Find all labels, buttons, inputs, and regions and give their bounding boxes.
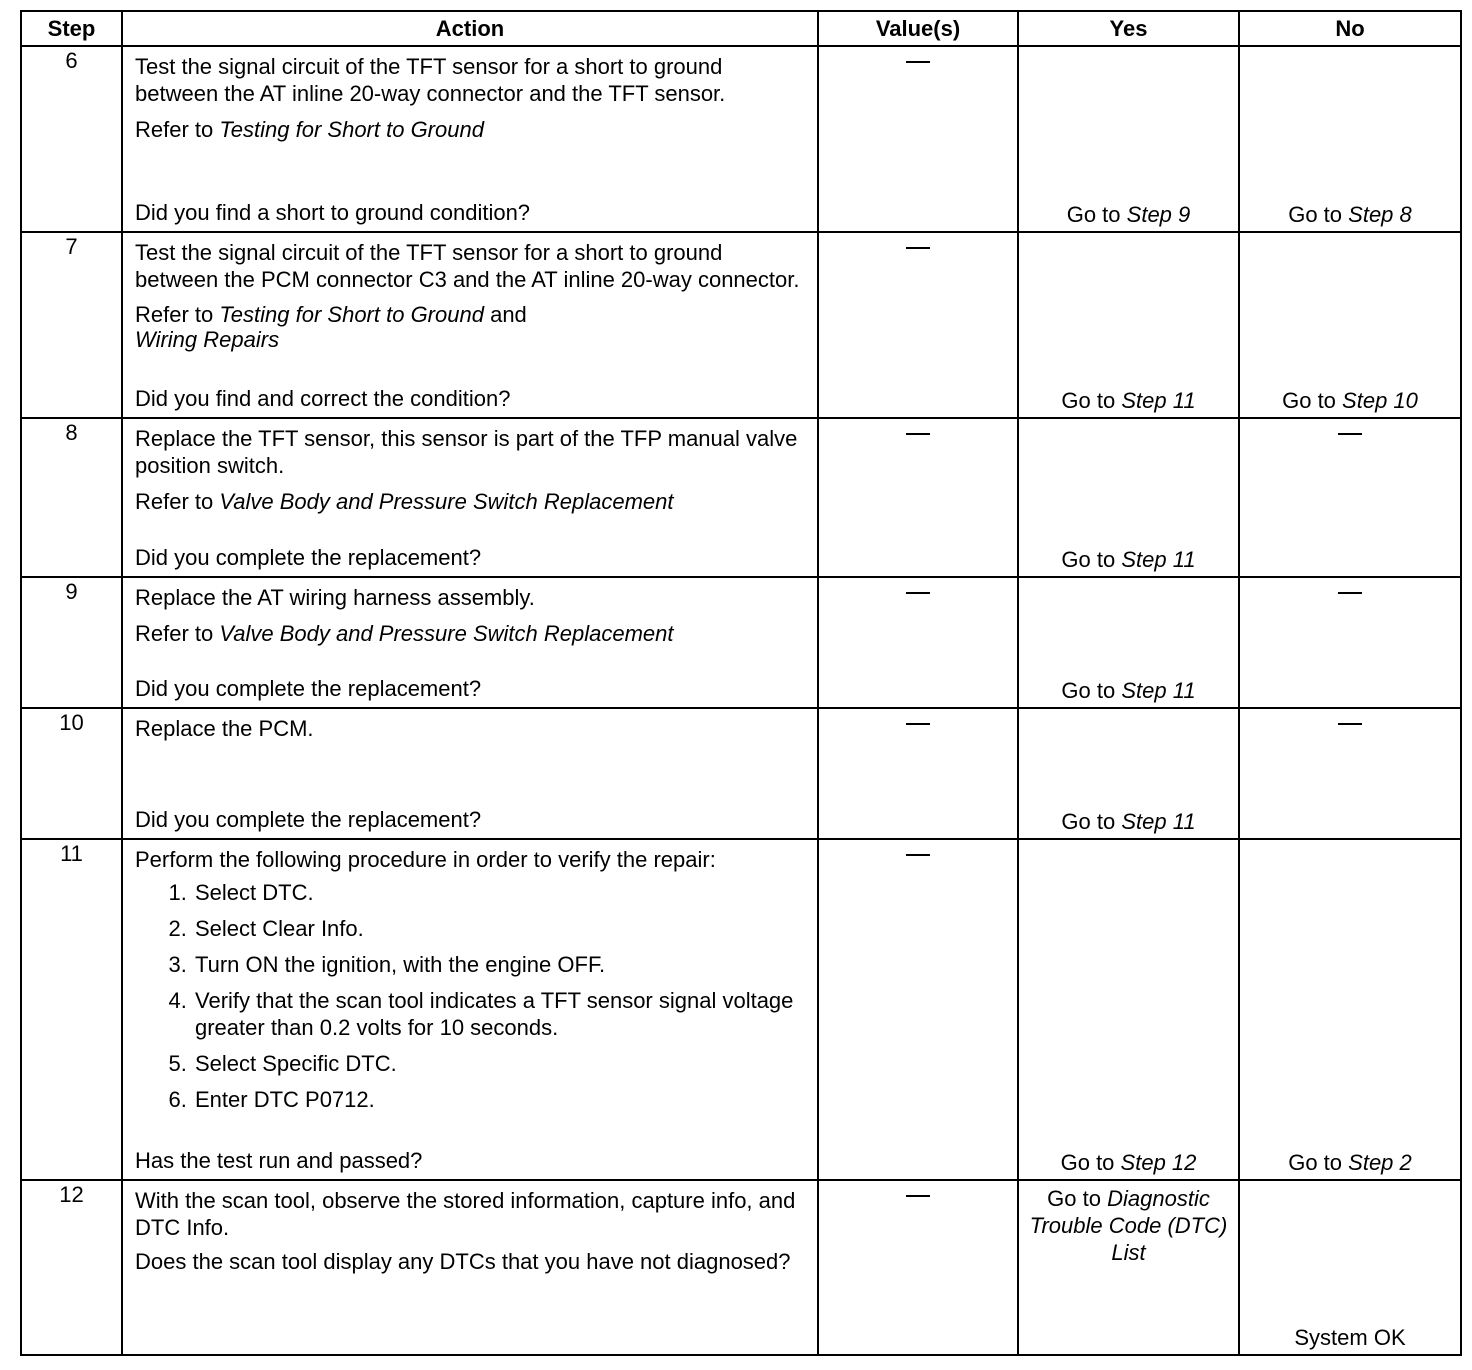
reference-link[interactable]: Testing for Short to Ground <box>219 117 484 142</box>
action-cell <box>122 418 818 577</box>
yes-goto[interactable]: Go to Step 9 <box>1066 202 1191 227</box>
action-text: Perform the following procedure in order to verify the repair: <box>135 847 716 872</box>
action-question: Has the test run and passed? <box>135 1148 423 1173</box>
step-number: 8 <box>21 418 122 577</box>
no-cell <box>1239 232 1461 418</box>
step-number: 10 <box>21 708 122 839</box>
reference-link[interactable]: Valve Body and Pressure Switch Replacement <box>219 621 674 646</box>
action-cell <box>122 839 818 1180</box>
action-text: Test the signal circuit of the TFT sensor for a short to ground between the AT inline 20-way connector and the TFT sensor. <box>135 54 726 106</box>
no-cell <box>1239 46 1461 232</box>
dash-mark <box>906 723 930 725</box>
header-yes: Yes <box>1018 11 1239 46</box>
action-question: Did you complete the replacement? <box>135 545 482 570</box>
action-question: Did you complete the replacement? <box>135 807 482 832</box>
action-question: Did you complete the replacement? <box>135 676 482 701</box>
value-cell <box>818 577 1018 708</box>
step-number: 12 <box>21 1180 122 1355</box>
action-text: Replace the TFT sensor, this sensor is part of the TFP manual valve position switch. <box>135 426 798 478</box>
system-ok: System OK <box>1294 1325 1406 1350</box>
action-text: Test the signal circuit of the TFT sensor for a short to ground between the PCM connector C3 and the AT inline 20-way connector. <box>135 240 800 292</box>
action-text: Replace the PCM. <box>135 716 314 741</box>
no-cell <box>1239 839 1461 1180</box>
step-number: 11 <box>21 839 122 1180</box>
procedure-list <box>135 879 805 1113</box>
reference-link[interactable]: Valve Body and Pressure Switch Replacement <box>219 489 674 514</box>
list-item: 6. Enter DTC P0712. <box>193 1086 805 1113</box>
dash-mark <box>1338 592 1362 594</box>
list-item: 2. Select Clear Info. <box>193 915 805 942</box>
no-cell <box>1239 708 1461 839</box>
yes-cell <box>1018 232 1239 418</box>
yes-cell <box>1018 418 1239 577</box>
reference-link[interactable]: Testing for Short to Ground <box>219 302 484 327</box>
dash-mark <box>906 854 930 856</box>
yes-cell <box>1018 577 1239 708</box>
dash-mark <box>906 247 930 249</box>
dash-mark <box>906 433 930 435</box>
no-goto[interactable]: Go to Step 2 <box>1288 1150 1412 1175</box>
step-number: 9 <box>21 577 122 708</box>
step-number: 7 <box>21 232 122 418</box>
table-row <box>21 232 1461 418</box>
header-action: Action <box>122 11 818 46</box>
list-item: 3. Turn ON the ignition, with the engine OFF. <box>193 951 805 978</box>
dash-mark <box>906 592 930 594</box>
no-cell <box>1239 577 1461 708</box>
no-cell <box>1239 1180 1461 1355</box>
yes-cell <box>1018 46 1239 232</box>
yes-goto[interactable]: Go to Step 11 <box>1061 547 1196 572</box>
yes-goto[interactable]: Go to Diagnostic Trouble Code (DTC) List <box>1029 1186 1228 1265</box>
action-question: Did you find a short to ground condition? <box>135 200 531 225</box>
action-text: Replace the AT wiring harness assembly. <box>135 585 535 610</box>
value-cell <box>818 839 1018 1180</box>
header-values: Value(s) <box>818 11 1018 46</box>
no-goto[interactable]: Go to Step 10 <box>1282 388 1418 413</box>
action-reference: Refer to Testing for Short to Ground and Wiring Repairs <box>135 302 527 352</box>
action-cell <box>122 46 818 232</box>
action-cell <box>122 708 818 839</box>
value-cell <box>818 418 1018 577</box>
list-item: 1. Select DTC. <box>193 879 805 906</box>
reference-link[interactable]: Wiring Repairs <box>135 327 280 352</box>
value-cell <box>818 232 1018 418</box>
action-question: Does the scan tool display any DTCs that you have not diagnosed? <box>135 1249 791 1274</box>
dash-mark <box>906 1195 930 1197</box>
table-row <box>21 577 1461 708</box>
action-cell <box>122 1180 818 1355</box>
table-row <box>21 708 1461 839</box>
header-no: No <box>1239 11 1461 46</box>
yes-goto[interactable]: Go to Step 11 <box>1061 678 1196 703</box>
yes-goto[interactable]: Go to Step 11 <box>1061 809 1196 834</box>
list-item: 4. Verify that the scan tool indicates a TFT sensor signal voltage greater than 0.2 volts for 10 seconds. <box>193 987 805 1041</box>
yes-cell <box>1018 839 1239 1180</box>
action-reference: Refer to Valve Body and Pressure Switch Replacement <box>135 621 674 646</box>
table-row <box>21 418 1461 577</box>
dash-mark <box>906 61 930 63</box>
dash-mark <box>1338 723 1362 725</box>
action-cell <box>122 577 818 708</box>
table-row <box>21 839 1461 1180</box>
table-row <box>21 1180 1461 1355</box>
value-cell <box>818 708 1018 839</box>
value-cell <box>818 1180 1018 1355</box>
list-item: 5. Select Specific DTC. <box>193 1050 805 1077</box>
yes-cell <box>1018 1180 1239 1355</box>
no-cell <box>1239 418 1461 577</box>
header-step: Step <box>21 11 122 46</box>
action-reference: Refer to Testing for Short to Ground <box>135 117 484 142</box>
yes-cell <box>1018 708 1239 839</box>
table-row <box>21 46 1461 232</box>
diagnostic-table <box>20 10 1462 1356</box>
action-reference: Refer to Valve Body and Pressure Switch Replacement <box>135 489 674 514</box>
step-number: 6 <box>21 46 122 232</box>
action-cell <box>122 232 818 418</box>
yes-goto[interactable]: Go to Step 11 <box>1061 388 1196 413</box>
dash-mark <box>1338 433 1362 435</box>
action-text: With the scan tool, observe the stored information, capture info, and DTC Info. <box>135 1188 796 1240</box>
no-goto[interactable]: Go to Step 8 <box>1288 202 1412 227</box>
action-question: Did you find and correct the condition? <box>135 386 511 411</box>
value-cell <box>818 46 1018 232</box>
header-row <box>21 11 1461 46</box>
yes-goto[interactable]: Go to Step 12 <box>1060 1150 1197 1175</box>
